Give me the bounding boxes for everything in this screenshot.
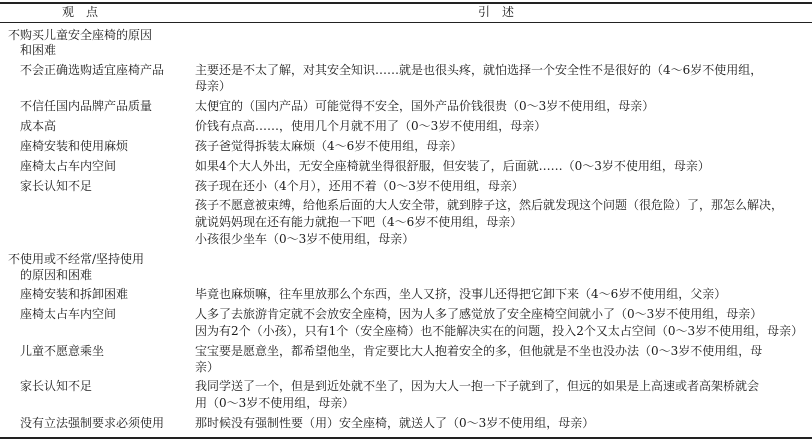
- quote-line: 母亲）: [195, 79, 232, 93]
- viewpoint-label: 家长认知不足: [20, 379, 93, 393]
- quote-line: 主要还是不太了解，对其安全知识……就是也很头疼，就怕选择一个安全性不是很好的（4～6岁不使用组，: [195, 63, 763, 77]
- header-quote: 引 述: [478, 5, 515, 19]
- viewpoint-label: 座椅安装和使用麻烦: [20, 139, 129, 153]
- viewpoint-label: 没有立法强制要求必须使用: [20, 416, 165, 430]
- bottom-rule: [0, 437, 812, 439]
- quote-line: 人多了去旅游肯定就不会放安全座椅，因为人多了感觉放了安全座椅空间就小了（0～3岁不使用组，母亲）: [195, 307, 763, 321]
- quote-line: 就说妈妈现在还有能力就抱一下吧（4～6岁不使用组，母亲）: [195, 215, 523, 229]
- section-heading-continuation: 和困难: [20, 43, 57, 57]
- quote-line: 因为有2个（小孩），只有1个（安全座椅）也不能解决实在的问题，投入2个又太占空间（0～3岁不使用组，母亲）: [195, 324, 804, 338]
- viewpoint-label: 家长认知不足: [20, 179, 93, 193]
- viewpoint-label: 座椅安装和拆卸困难: [20, 287, 129, 301]
- quote-line: 那时候没有强制性要（用）安全座椅，就送人了（0～3岁不使用组，母亲）: [195, 416, 595, 430]
- quote-line: 太便宜的（国内产品）可能觉得不安全，国外产品价钱很贵（0～3岁不使用组，母亲）: [195, 99, 655, 113]
- section-heading: 不使用或不经常/坚持使用: [8, 252, 145, 266]
- viewpoint-label: 成本高: [20, 119, 57, 133]
- header-rule: [0, 22, 812, 23]
- quote-line: 我同学送了一个，但是到近处就不坐了，因为大人一抱一下子就到了，但远的如果是上高速或者高架桥就会: [195, 379, 760, 393]
- top-rule: [0, 2, 812, 4]
- viewpoint-label: 不会正确选购适宜座椅产品: [20, 63, 165, 77]
- quote-line: 如果4个大人外出，无安全座椅就坐得很舒服，但安装了，后面就……（0～3岁不使用组，母亲）: [195, 159, 710, 173]
- quote-line: 毕竟也麻烦嘛，往车里放那么个东西，坐人又挤，没事儿还得把它卸下来（4～6岁不使用组，父亲）: [195, 287, 727, 301]
- viewpoint-label: 座椅太占车内空间: [20, 307, 117, 321]
- quote-line: 孩子爸觉得拆装太麻烦（4～6岁不使用组，母亲）: [195, 139, 463, 153]
- section-heading-continuation: 的原因和困难: [20, 268, 93, 282]
- viewpoint-label: 座椅太占车内空间: [20, 159, 117, 173]
- viewpoint-label: 儿童不愿意乘坐: [20, 344, 105, 358]
- quote-line: 亲）: [195, 360, 220, 374]
- section-heading: 不购买儿童安全座椅的原因: [8, 28, 153, 42]
- quote-line: 价钱有点高……，使用几个月就不用了（0～3岁不使用组，母亲）: [195, 119, 547, 133]
- quote-line: 孩子现在还小（4个月），还用不着（0～3岁不使用组，母亲）: [195, 179, 524, 193]
- header-viewpoint: 观 点: [62, 5, 99, 19]
- quote-line: 宝宝要是愿意坐，都希望他坐，肯定要比大人抱着安全的多，但他就是不坐也没办法（0～3岁不使用组，母: [195, 344, 763, 358]
- viewpoint-label: 不信任国内品牌产品质量: [20, 99, 153, 113]
- quote-line: 用（0～3岁不使用组，母亲）: [195, 396, 355, 410]
- quote-line: 小孩很少坐车（0～3岁不使用组，母亲）: [195, 232, 415, 246]
- quote-line: 孩子不愿意被束缚，给他系后面的大人安全带，就到脖子这，然后就发现这个问题（很危险）了，那怎么解决，: [195, 198, 784, 212]
